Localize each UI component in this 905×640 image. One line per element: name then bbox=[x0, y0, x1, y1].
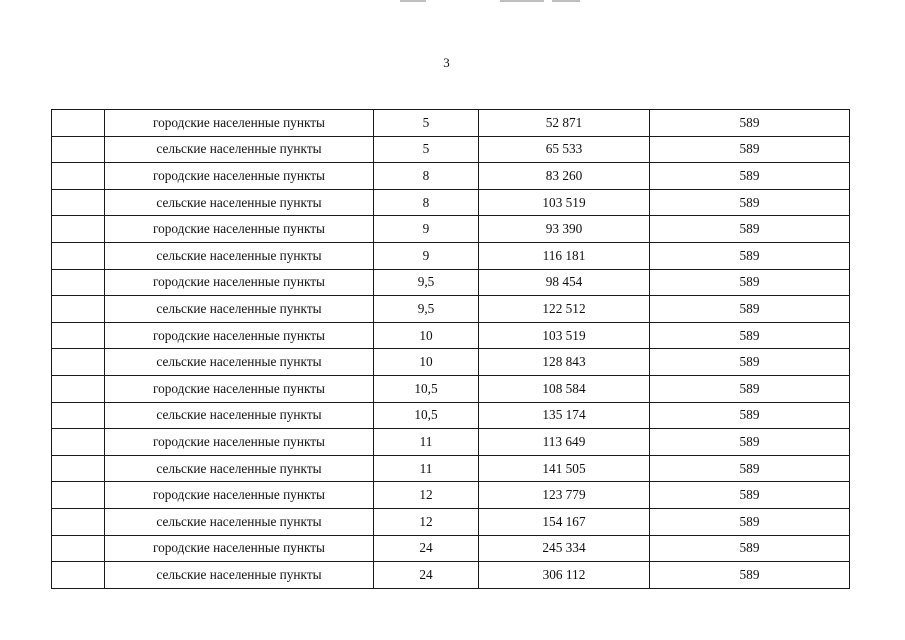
amount-cell: 128 843 bbox=[479, 349, 650, 376]
amount-cell: 83 260 bbox=[479, 163, 650, 190]
row-marker-cell bbox=[52, 242, 105, 269]
row-marker-cell bbox=[52, 322, 105, 349]
value-cell: 589 bbox=[650, 269, 850, 296]
table-row bbox=[52, 189, 850, 216]
row-marker-cell bbox=[52, 163, 105, 190]
amount-cell: 135 174 bbox=[479, 402, 650, 429]
value-cell: 589 bbox=[650, 349, 850, 376]
row-marker-cell bbox=[52, 375, 105, 402]
row-marker-cell bbox=[52, 349, 105, 376]
value-cell: 589 bbox=[650, 163, 850, 190]
value-cell: 589 bbox=[650, 535, 850, 562]
value-cell: 589 bbox=[650, 242, 850, 269]
table-row bbox=[52, 562, 850, 589]
value-cell: 589 bbox=[650, 402, 850, 429]
count-cell: 24 bbox=[374, 562, 479, 589]
table-row bbox=[52, 322, 850, 349]
count-cell: 10,5 bbox=[374, 375, 479, 402]
row-marker-cell bbox=[52, 296, 105, 323]
table-row bbox=[52, 163, 850, 190]
tariff-table-container bbox=[51, 109, 850, 589]
value-cell: 589 bbox=[650, 508, 850, 535]
settlement-type-cell: городские населенные пункты bbox=[105, 482, 374, 509]
value-cell: 589 bbox=[650, 296, 850, 323]
count-cell: 9,5 bbox=[374, 269, 479, 296]
settlement-type-cell: сельские населенные пункты bbox=[105, 349, 374, 376]
count-cell: 10,5 bbox=[374, 402, 479, 429]
value-cell: 589 bbox=[650, 429, 850, 456]
row-marker-cell bbox=[52, 110, 105, 137]
settlement-type-cell: городские населенные пункты bbox=[105, 163, 374, 190]
table-row bbox=[52, 535, 850, 562]
value-cell: 589 bbox=[650, 216, 850, 243]
row-marker-cell bbox=[52, 136, 105, 163]
count-cell: 8 bbox=[374, 189, 479, 216]
settlement-type-cell: городские населенные пункты bbox=[105, 535, 374, 562]
value-cell: 589 bbox=[650, 189, 850, 216]
value-cell: 589 bbox=[650, 136, 850, 163]
count-cell: 10 bbox=[374, 322, 479, 349]
amount-cell: 306 112 bbox=[479, 562, 650, 589]
table-body bbox=[52, 110, 850, 589]
row-marker-cell bbox=[52, 535, 105, 562]
table-row bbox=[52, 455, 850, 482]
value-cell: 589 bbox=[650, 455, 850, 482]
count-cell: 11 bbox=[374, 429, 479, 456]
value-cell: 589 bbox=[650, 322, 850, 349]
amount-cell: 65 533 bbox=[479, 136, 650, 163]
table-row bbox=[52, 349, 850, 376]
amount-cell: 141 505 bbox=[479, 455, 650, 482]
count-cell: 9,5 bbox=[374, 296, 479, 323]
settlement-type-cell: сельские населенные пункты bbox=[105, 189, 374, 216]
row-marker-cell bbox=[52, 216, 105, 243]
row-marker-cell bbox=[52, 508, 105, 535]
row-marker-cell bbox=[52, 482, 105, 509]
amount-cell: 98 454 bbox=[479, 269, 650, 296]
count-cell: 8 bbox=[374, 163, 479, 190]
row-marker-cell bbox=[52, 189, 105, 216]
amount-cell: 108 584 bbox=[479, 375, 650, 402]
settlement-type-cell: сельские населенные пункты bbox=[105, 402, 374, 429]
amount-cell: 113 649 bbox=[479, 429, 650, 456]
settlement-type-cell: городские населенные пункты bbox=[105, 216, 374, 243]
settlement-type-cell: сельские населенные пункты bbox=[105, 508, 374, 535]
amount-cell: 52 871 bbox=[479, 110, 650, 137]
amount-cell: 103 519 bbox=[479, 322, 650, 349]
count-cell: 11 bbox=[374, 455, 479, 482]
value-cell: 589 bbox=[650, 482, 850, 509]
table-row bbox=[52, 269, 850, 296]
page-number: 3 bbox=[443, 55, 450, 70]
settlement-type-cell: городские населенные пункты bbox=[105, 322, 374, 349]
table-row bbox=[52, 216, 850, 243]
count-cell: 5 bbox=[374, 110, 479, 137]
count-cell: 24 bbox=[374, 535, 479, 562]
amount-cell: 103 519 bbox=[479, 189, 650, 216]
row-marker-cell bbox=[52, 269, 105, 296]
value-cell: 589 bbox=[650, 110, 850, 137]
table-row bbox=[52, 402, 850, 429]
row-marker-cell bbox=[52, 562, 105, 589]
settlement-type-cell: сельские населенные пункты bbox=[105, 136, 374, 163]
value-cell: 589 bbox=[650, 562, 850, 589]
settlement-type-cell: сельские населенные пункты bbox=[105, 296, 374, 323]
count-cell: 12 bbox=[374, 508, 479, 535]
table-row bbox=[52, 242, 850, 269]
tariff-table bbox=[51, 109, 850, 589]
table-row bbox=[52, 296, 850, 323]
table-row bbox=[52, 110, 850, 137]
amount-cell: 93 390 bbox=[479, 216, 650, 243]
amount-cell: 245 334 bbox=[479, 535, 650, 562]
settlement-type-cell: сельские населенные пункты bbox=[105, 455, 374, 482]
settlement-type-cell: городские населенные пункты bbox=[105, 269, 374, 296]
value-cell: 589 bbox=[650, 375, 850, 402]
amount-cell: 116 181 bbox=[479, 242, 650, 269]
amount-cell: 123 779 bbox=[479, 482, 650, 509]
row-marker-cell bbox=[52, 402, 105, 429]
count-cell: 9 bbox=[374, 216, 479, 243]
row-marker-cell bbox=[52, 455, 105, 482]
settlement-type-cell: сельские населенные пункты bbox=[105, 242, 374, 269]
count-cell: 5 bbox=[374, 136, 479, 163]
settlement-type-cell: сельские населенные пункты bbox=[105, 562, 374, 589]
settlement-type-cell: городские населенные пункты bbox=[105, 375, 374, 402]
settlement-type-cell: городские населенные пункты bbox=[105, 429, 374, 456]
table-row bbox=[52, 429, 850, 456]
table-row bbox=[52, 508, 850, 535]
count-cell: 12 bbox=[374, 482, 479, 509]
settlement-type-cell: городские населенные пункты bbox=[105, 110, 374, 137]
amount-cell: 122 512 bbox=[479, 296, 650, 323]
table-row bbox=[52, 482, 850, 509]
amount-cell: 154 167 bbox=[479, 508, 650, 535]
table-row bbox=[52, 375, 850, 402]
scan-artifact bbox=[400, 0, 590, 3]
count-cell: 10 bbox=[374, 349, 479, 376]
table-row bbox=[52, 136, 850, 163]
count-cell: 9 bbox=[374, 242, 479, 269]
row-marker-cell bbox=[52, 429, 105, 456]
